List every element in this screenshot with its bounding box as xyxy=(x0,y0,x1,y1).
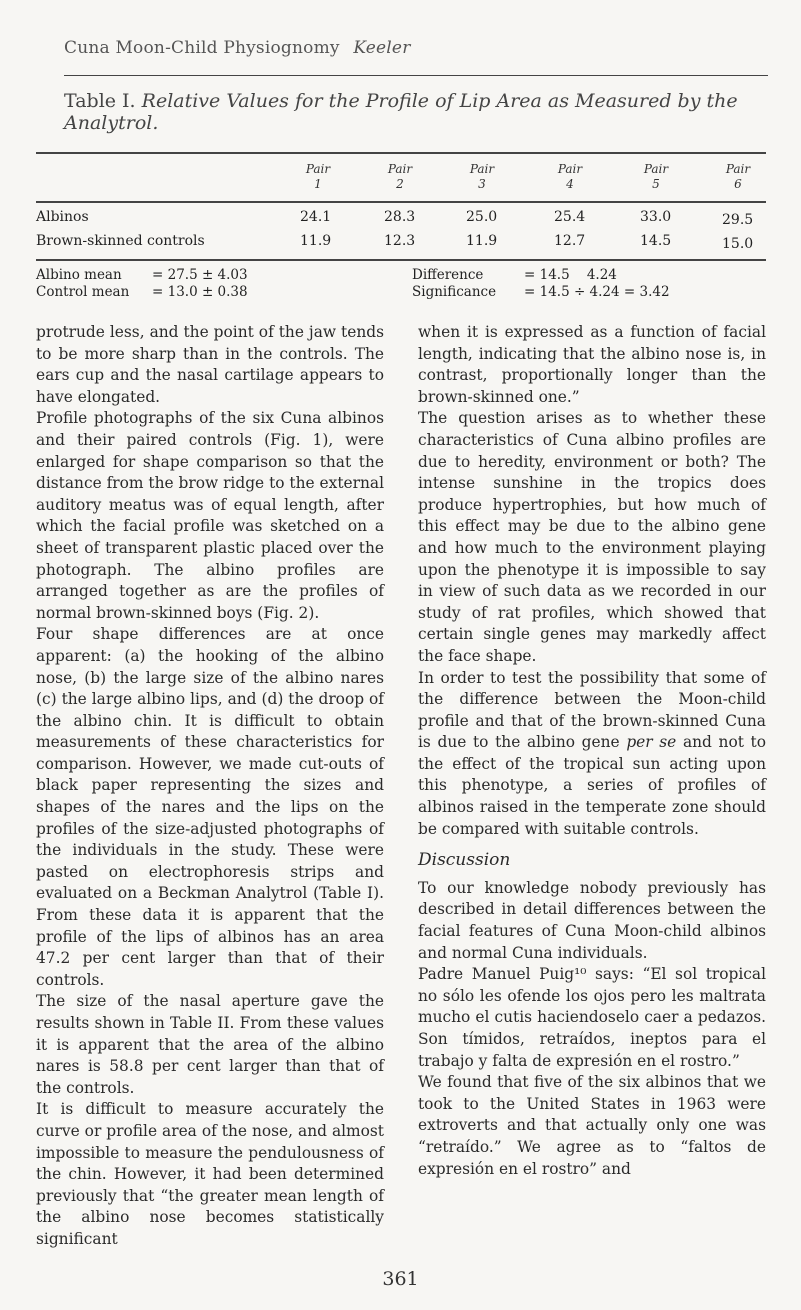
table-bottom-rule xyxy=(36,259,766,261)
row-label-albinos: Albinos xyxy=(36,209,89,225)
table-cell: 11.9 xyxy=(300,233,332,249)
column-header-number: 5 xyxy=(652,177,660,191)
body-paragraph: when it is expressed as a function of facial length, indicating that the albino nose is, in contrast, proportionally longer than the brown-skinned one.” xyxy=(418,323,766,406)
paragraph-text: In order to test the possibility that some of the difference between the Moon-child profile and that of the brown-skinned Cuna is due to the albino gene xyxy=(418,668,766,752)
left-text-column xyxy=(36,322,384,1251)
table-label: Table I. xyxy=(64,90,136,112)
column-header-number: 4 xyxy=(566,177,574,191)
body-paragraph: We found that five of the six albinos that we took to the United States in 1963 were extroverts and that actually only one was “retraído.” We agree as to “faltos de expresión en el rostro” and xyxy=(418,1073,766,1178)
column-header-word: Pair xyxy=(469,162,495,176)
table-cell: 25.4 xyxy=(554,209,586,225)
table-caption xyxy=(64,90,764,134)
column-header-number: 3 xyxy=(478,177,486,191)
table-cell: 25.0 xyxy=(466,209,498,225)
table-cell: 12.3 xyxy=(384,233,416,249)
control-mean-value: = 13.0 ± 0.38 xyxy=(152,284,248,300)
running-head-author: Keeler xyxy=(353,38,411,58)
significance-label: Significance xyxy=(412,284,497,300)
body-paragraph: The question arises as to whether these characteristics of Cuna albino profiles are due to heredity, environment or both? The intense sunshine in the tropics does produce hypertrophies, but how much of this effect may be due to the albino gene and how much to the environment playing upon the phenotype it is impossible to say in view of such data as we recorded in our study of rat profiles, which showed that certain single genes may markedly affect the face shape. xyxy=(418,409,766,665)
body-paragraph: protrude less, and the point of the jaw tends to be more sharp than in the controls. The ears cup and the nasal cartilage appears to have elongated. xyxy=(36,323,384,406)
running-head xyxy=(64,38,411,58)
column-header-pair-3 xyxy=(452,162,512,192)
body-paragraph: Four shape differences are at once apparent: (a) the hooking of the albino nose, (b) the large size of the albino nares (c) the large albino lips, and (d) the droop of the albino chin. It is difficult to obtain measurements of these characteristics for comparison. However, we made cut-outs of black paper representing the sizes and shapes of the nares and the lips on the profiles of the size-adjusted photographs of the individuals in the study. These were pasted on electrophoresis strips and evaluated on a Beckman Analytrol (Table I). From these data it is apparent that the profile of the lips of albinos has an area 47.2 per cent larger than that of their controls. xyxy=(36,625,384,989)
table-cell: 15.0 xyxy=(722,236,754,252)
table-cell: 11.9 xyxy=(466,233,498,249)
table-title: Relative Values for the Profile of Lip Area as Measured by the Analytrol. xyxy=(64,90,738,134)
column-header-pair-5 xyxy=(626,162,686,192)
column-header-pair-2 xyxy=(370,162,430,192)
section-heading-discussion: Discussion xyxy=(418,850,511,871)
column-header-number: 2 xyxy=(396,177,404,191)
table-top-rule xyxy=(36,152,766,154)
table-cell: 14.5 xyxy=(640,233,672,249)
body-paragraph: To our knowledge nobody previously has described in detail differences between the facial features of Cuna Moon-child albinos and normal Cuna individuals. xyxy=(418,878,766,962)
header-rule xyxy=(64,75,768,76)
difference-label: Difference xyxy=(412,267,484,283)
body-paragraph: Profile photographs of the six Cuna albinos and their paired controls (Fig. 1), were enlarged for shape comparison so that the distance from the brow ridge to the external auditory meatus was of equal length, after which the facial profile was sketched on a sheet of transparent plastic placed over the photograph. The albino profiles are arranged together as are the profiles of normal brown-skinned boys (Fig. 2). xyxy=(36,409,384,622)
paragraph-text: and not to the effect of the tropical sun acting upon this phenotype, a series of profiles of albinos raised in the temperate zone should be compared with suitable controls. xyxy=(418,733,767,838)
right-text-column xyxy=(418,322,766,1180)
column-header-number: 1 xyxy=(314,177,322,191)
control-mean-label: Control mean xyxy=(36,284,130,300)
column-header-pair-6 xyxy=(708,162,768,192)
table-cell: 33.0 xyxy=(640,209,672,225)
table-cell: 12.7 xyxy=(554,233,586,249)
row-label-controls: Brown-skinned controls xyxy=(36,233,205,249)
column-header-word: Pair xyxy=(643,162,669,176)
page-number: 361 xyxy=(382,1268,419,1290)
column-header-word: Pair xyxy=(305,162,331,176)
albino-mean-label: Albino mean xyxy=(36,267,122,283)
body-paragraph: It is difficult to measure accurately the curve or profile area of the nose, and almost impossible to measure the pendulousness of the chin. However, it had been determined previously that “the greater mean length of the albino nose becomes statistically significant xyxy=(36,1100,384,1248)
table-cell: 28.3 xyxy=(384,209,416,225)
body-paragraph xyxy=(418,668,766,841)
difference-value: = 14.5 4.24 xyxy=(524,267,617,283)
significance-value: = 14.5 ÷ 4.24 = 3.42 xyxy=(524,284,670,300)
body-paragraph: The size of the nasal aperture gave the results shown in Table II. From these values it is apparent that the area of the albino nares is 58.8 per cent larger than that of the controls. xyxy=(36,992,384,1097)
table-cell: 29.5 xyxy=(722,212,754,228)
albino-mean-value: = 27.5 ± 4.03 xyxy=(152,267,248,283)
italic-term: per se xyxy=(626,733,677,752)
body-paragraph: Padre Manuel Puig¹⁰ says: “El sol tropical no sólo les ofende los ojos pero les maltrata mucho el cutis haciendoselo caer a pedazos. Son tímidos, retraídos, ineptos para el trabajo y falta de expresión en el rostro.” xyxy=(418,965,766,1070)
column-header-word: Pair xyxy=(725,162,751,176)
column-header-word: Pair xyxy=(557,162,583,176)
table-header-rule xyxy=(36,201,766,203)
column-header-word: Pair xyxy=(387,162,413,176)
column-header-number: 6 xyxy=(734,177,742,191)
column-header-pair-1 xyxy=(288,162,348,192)
column-header-pair-4 xyxy=(540,162,600,192)
table-cell: 24.1 xyxy=(300,209,332,225)
running-head-title: Cuna Moon-Child Physiognomy xyxy=(64,38,340,58)
